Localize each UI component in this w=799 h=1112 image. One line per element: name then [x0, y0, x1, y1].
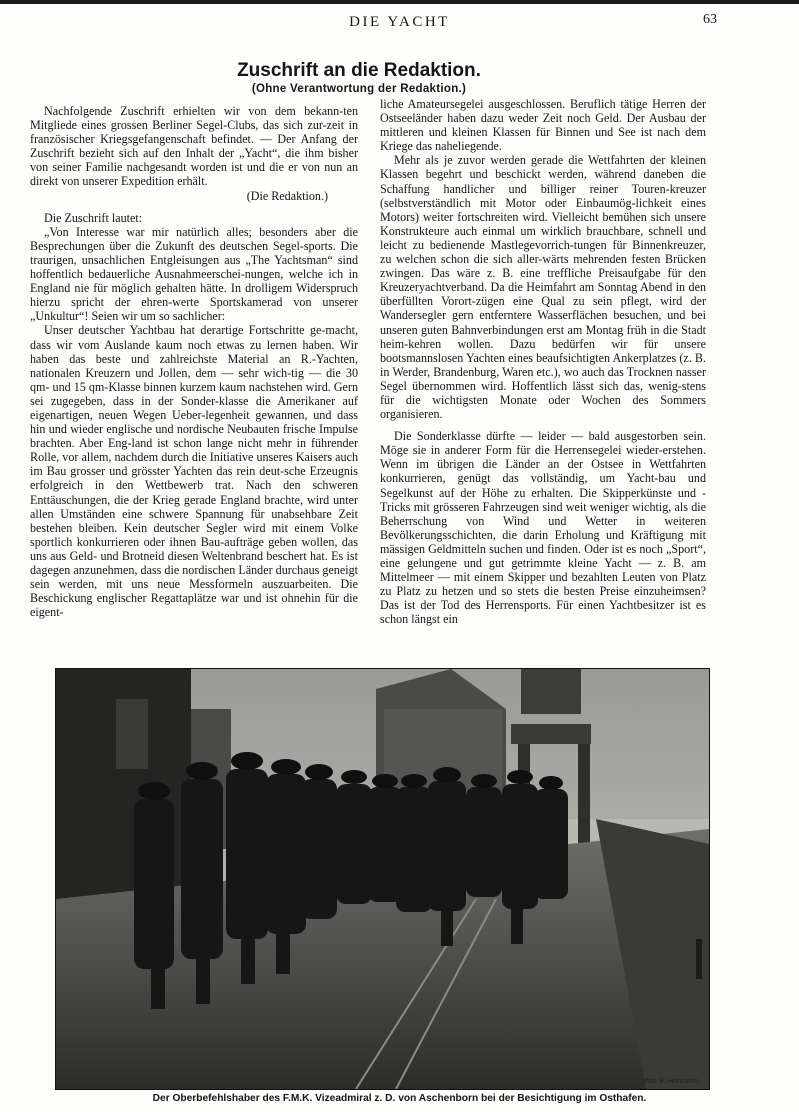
editor-signature: (Die Redaktion.) — [246, 188, 328, 203]
top-rule — [0, 0, 799, 4]
photo-caption: Der Oberbefehlshaber des F.M.K. Vizeadmiral z. D. von Aschenborn bei der Besichtigung im Osthafen. — [152, 1093, 647, 1104]
photo-credit: phot. E. Hohmann. — [642, 1078, 701, 1085]
paragraph: Die Zuschrift lautet: — [44, 210, 143, 225]
left-column — [30, 104, 358, 649]
paragraph: Unser deutscher Yachtbau hat derartige Fortschritte ge-macht, dass wir vom Auslande kaum noch etwas zu lernen haben. Wir haben das beste und zahlreichste Material an R.-Yachten, nationalen Kreuzern und Jollen, dem — sehr wich-tig — die 30 qm- und 15 qm-Klasse binnen kurzem kaum nachstehen wird. Gern sei zugegeben, dass in der Sonder-klasse die Amerikaner auf eigenartigen, neuen Wegen Ueber-legenheit gewannen, und dass hin und wieder englische und nordische Neubauten frische Impulse brachten. Aber Eng-land ist schon lange nicht mehr in führender Rolle, vor allem, nachdem durch die Initiative unseres Kaisers auch im Bau grosser und grösster Yachten das rein deut-sche Erzeugnis erfolgreich in den Wettbewerb trat. Nach den schweren Enttäuschungen, die der Krieg gerade England brachte, wird unter allen Umständen eine schwere Spannung für unabsehbare Zeit bestehen bleiben. Kein deutscher Segler wird mit einem Volke sportlich konkurrieren oder ihnen Bau-aufträge geben wollen, das uns aus Geld- und Brotneid diesen Weltenbrand beschert hat. Es ist dagegen anzunehmen, dass die nordischen Länder durchaus geneigt sein werden, mit uns neue Messformeln auszuarbeiten. Die Beschickung englischer Regattaplätze war und ist ohnehin für die eigent- — [30, 323, 358, 620]
article-subtitle: (Ohne Verantwortung der Redaktion.) — [251, 83, 467, 95]
paragraph: Die Sonderklasse dürfte — leider — bald ausgestorben sein. Möge sie in anderer Form für die Herrensegelei wieder-erstehen. Wenn im übrigen die Länder an der Ostsee in Wettfahrten konkurrieren, genügt das vollständig, um Yacht-bau und Segelkunst auf der Höhe zu erhalten. Die Skipperkünste und -Tricks mit grösseren Fahrzeugen sind weit weniger wichtig, als die Beherrschung von Wind und Wetter in weiteren Bevölkerungsschichten, die darin Erholung und Kräftigung mit mässigen Geldmitteln suchen und finden. Oder ist es noch „Sport“, eine gelungene und gut getrimmte kleine Yacht — z. B. am Mittelmeer — mit einem Skipper und bezahlten Leuten von Platz zu Platz zu hetzen und so stets die besten Preise einzuheimsen? Das ist der Tod des Herrensports. Für einen Yachtbesitzer ist es schon längst ein — [380, 429, 706, 627]
page-number: 63 — [703, 12, 717, 27]
paragraph: „Von Interesse war mir natürlich alles; besonders aber die Besprechungen über die Zukunft des deutschen Segel-sports. Die traurigen, unsachlichen Entgleisungen aus „The Yachtsman“ sind hoffentlich bedauerliche Ausnahmeerschei-nungen, welche ich in England nie für möglich gehalten hätte. In drolligem Widerspruch hierzu spricht der ehren-werte Sportskamerad von unserer „Unkultur“! Seien wir um so sachlicher: — [30, 224, 358, 324]
intro-paragraph: Nachfolgende Zuschrift erhielten wir von dem bekann-ten Mitgliede eines grossen Berliner Segel-Clubs, das sich zur-zeit in französischer Kriegsgefangenschaft befindet. — Der Anfang der Zuschrift bezieht sich auf den Inhalt der „Yacht“, die ihm bisher von seiner Familie nachgesandt worden ist und die er von nun an direkt von unserer Expedition erhält. (Die Redaktion.) — [30, 104, 358, 203]
photo-illustration — [56, 669, 709, 1089]
running-title: DIE YACHT — [349, 14, 450, 30]
right-column — [380, 97, 706, 642]
article-title: Zuschrift an die Redaktion. — [237, 60, 481, 81]
paragraph: liche Amateursegelei ausgeschlossen. Beruflich tätige Herren der Ostseeländer haben dazu weder Zeit noch Geld. Der Ausbau der mittleren und kleinen Klassen für Binnen und See ist nach dem Kriege das naheliegende. — [380, 97, 706, 154]
harbour-inspection-photo — [55, 668, 710, 1090]
paragraph: Mehr als je zuvor werden gerade die Wettfahrten der kleinen Klassen begehrt und beschickt werden, während daneben die Schaffung handlicher und billiger reiner Touren-kreuzer (selbstverständlich mit Motor oder Einbaumög-lichkeit eines Motors) weiter fortschreiten wird. Vielleicht bemühen sich unsere Konstrukteure auch einmal um wirklich brauchbare, schnell und leicht zu bedienende Mastlegevorrich-tungen für Binnenkreuzer, zu welchen schon die sich aller-wärts mehrenden festen Brücken zwingen. Das wäre z. B. eine treffliche Preisaufgabe für den Kreuzeryachtverband. Da die Heimfahrt am Sonntag Abend in den überfüllten Vorort-zügen eine Qual zu sein pflegt, wird der Wandersegler gern entferntere Wasserflächen besuchen, und bei unseren guten Bahnverbindungen erst am Montag früh in die Stadt heim-kehren wollen. Dazu bedürfen wir für unsere bootsmannslosen Yachten eines beaufsichtigten Ankerplatzes (z. B. in Werder, Brandenburg, Waren etc.), wo auch das Trocknen nasser Segel übernommen wird. Hoffentlich lässt sich das, wenig-stens für die wichtigsten Monate oder Wochen des Sommers organisieren. — [380, 153, 706, 422]
